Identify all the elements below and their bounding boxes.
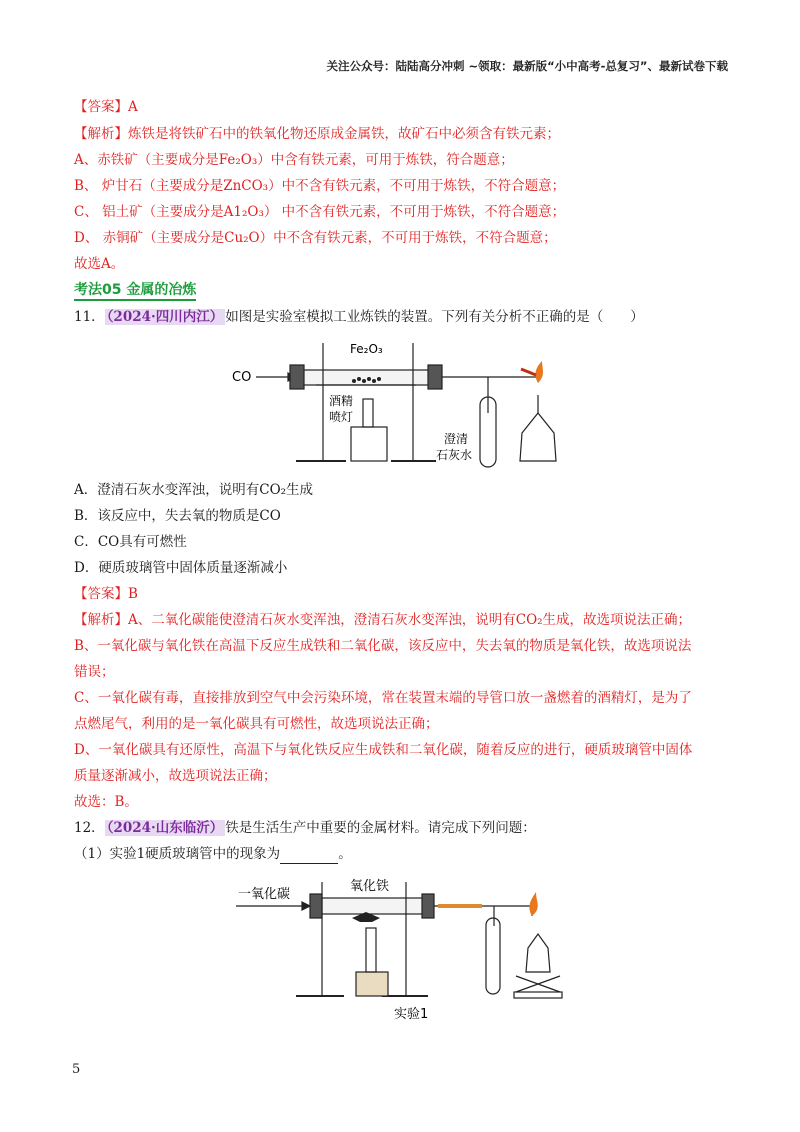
q11-conclusion: 故选：B。 bbox=[74, 794, 138, 810]
q12-fig-co: 一氧化碳 bbox=[238, 887, 291, 902]
q11-analysis-c1: C、一氧化碳有毒，直接排放到空气中会污染环境，常在装置末端的导管口放一盏燃着的酒精灯，是为了 bbox=[74, 690, 692, 706]
q10-conclusion: 故选A。 bbox=[74, 256, 125, 272]
q11-analysis-b1: B、一氧化碳与氧化铁在高温下反应生成铁和二氧化碳，该反应中，失去氧的物质是氧化铁，故选项说法 bbox=[74, 638, 692, 654]
q11-analysis-line bbox=[74, 610, 691, 630]
q11-fig-co: CO bbox=[232, 370, 252, 385]
q11-fig-lamp1: 酒精 bbox=[329, 394, 354, 408]
q11-fig-fe2o3: Fe₂O₃ bbox=[350, 342, 383, 356]
analysis-tag: 【解析】 bbox=[74, 612, 128, 628]
flame-icon bbox=[529, 892, 537, 916]
answer-value: B bbox=[128, 586, 138, 602]
page-number: 5 bbox=[72, 1062, 81, 1077]
q10-answer-line bbox=[74, 97, 138, 117]
q11-stem: 如图是实验室模拟工业炼铁的装置。下列有关分析不正确的是（ ） bbox=[225, 309, 644, 325]
answer-value: A bbox=[128, 99, 138, 115]
q11-analysis-b2: 错误； bbox=[74, 664, 115, 680]
q11-analysis-d2: 质量逐渐减小，故选项说法正确； bbox=[74, 768, 277, 784]
q11-analysis-d1: D、一氧化碳具有还原性，高温下与氧化铁反应生成铁和二氧化碳，随着反应的进行，硬质玻璃管中固体 bbox=[74, 742, 693, 758]
flame-icon bbox=[535, 361, 543, 383]
q11-source-tag: （2024·四川内江） bbox=[106, 309, 224, 325]
q11-stem-line bbox=[74, 307, 644, 327]
q12-fig-fe2o3: 氧化铁 bbox=[350, 879, 390, 894]
q11-option-c: C．CO具有可燃性 bbox=[74, 534, 187, 550]
q12-apparatus-figure bbox=[232, 872, 572, 1022]
q12-sub1: （1）实验1硬质玻璃管中的现象为 bbox=[74, 846, 281, 862]
q11-fig-water2: 石灰水 bbox=[436, 448, 473, 462]
q12-stem-line bbox=[74, 818, 536, 838]
q12-sub1-end: 。 bbox=[338, 846, 352, 862]
section-title: 考法05 金属的冶炼 bbox=[74, 282, 196, 301]
q12-source-tag: （2024·山东临沂） bbox=[106, 820, 224, 836]
q11-fig-lamp2: 喷灯 bbox=[329, 410, 354, 424]
q10-analysis-a: A、赤铁矿（主要成分是Fe₂O₃）中含有铁元素，可用于炼铁，符合题意； bbox=[74, 152, 514, 168]
q10-analysis-b: B、 炉甘石（主要成分是ZnCO₃）中不含有铁元素，不可用于炼铁，不符合题意； bbox=[74, 178, 566, 194]
analysis-text: 炼铁是将铁矿石中的铁氧化物还原成金属铁，故矿石中必须含有铁元素； bbox=[128, 126, 560, 142]
analysis-tag: 【解析】 bbox=[74, 126, 128, 142]
q11-option-d: D．硬质玻璃管中固体质量逐渐减小 bbox=[74, 560, 288, 576]
q12-fig-caption: 实验1 bbox=[394, 1007, 429, 1022]
q12-stem: 铁是生活生产中重要的金属材料。请完成下列问题： bbox=[225, 820, 536, 836]
q11-answer-line bbox=[74, 584, 138, 604]
q10-analysis-line bbox=[74, 124, 560, 144]
q10-analysis-d: D、 赤铜矿（主要成分是Cu₂O）中不含有铁元素，不可用于炼铁，不符合题意； bbox=[74, 230, 557, 246]
q11-apparatus-figure bbox=[226, 333, 586, 473]
q11-option-a: A．澄清石灰水变浑浊，说明有CO₂生成 bbox=[74, 482, 314, 498]
q11-option-b: B．该反应中，失去氧的物质是CO bbox=[74, 508, 281, 524]
section-title-wrap bbox=[74, 280, 196, 300]
answer-tag: 【答案】 bbox=[74, 586, 128, 602]
answer-blank bbox=[280, 849, 338, 864]
q11-fig-water1: 澄清 bbox=[444, 432, 469, 446]
answer-tag: 【答案】 bbox=[74, 99, 128, 115]
q12-number: 12． bbox=[74, 820, 105, 836]
q10-analysis-c: C、 铝土矿（主要成分是A1₂O₃） 中不含有铁元素，不可用于炼铁，不符合题意； bbox=[74, 204, 566, 220]
analysis-a: A、二氧化碳能使澄清石灰水变浑浊，澄清石灰水变浑浊，说明有CO₂生成，故选项说法正确； bbox=[128, 612, 692, 628]
q11-number: 11． bbox=[74, 309, 105, 325]
page-header: 关注公众号：陆陆高分冲刺 ~领取：最新版“小中高考-总复习”、最新试卷下载 bbox=[326, 59, 728, 73]
q11-analysis-c2: 点燃尾气，利用的是一氧化碳具有可燃性，故选项说法正确； bbox=[74, 716, 439, 732]
q12-sub1-line bbox=[74, 844, 352, 864]
